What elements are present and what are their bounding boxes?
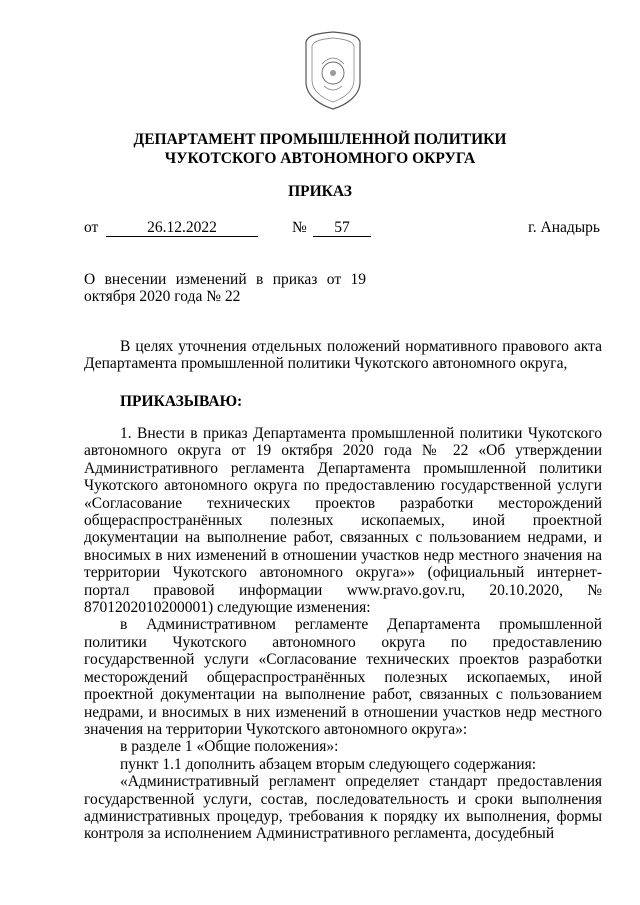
preamble-block: [84, 338, 602, 373]
preamble: В целях уточнения отдельных положений нормативного правового акта Департамента промышленной политики Чукотского автономного округа,: [84, 338, 602, 373]
paragraph-3: в разделе 1 «Общие положения»:: [120, 738, 339, 756]
coat-of-arms-emblem: [300, 28, 366, 112]
order-word: ПРИКАЗЫВАЮ:: [120, 393, 243, 410]
paragraph-1: 1. Внести в приказ Департамента промышленной политики Чукотского автономного округа от 19 октября 2020 года № 22 «Об утверждении Административного регламента Департамента промышленной политики Чукотского автономного округа по предоставлению государственной услуги «Согласование технических проектов разработки месторождений общераспространённых полезных ископаемых, иной проектной документации на выполнение работ, связанных с пользованием недрами, и вносимых в них изменений в отношении участков недр местного значения на территории Чукотского автономного округа»» (официальный интернет-портал правовой информации www.pravo.gov.ru, 20.10.2020, № 8701202010200001) следующие изменения:: [84, 425, 602, 617]
order-number: 57: [334, 219, 350, 236]
order-body: [84, 425, 602, 843]
department-name: [0, 130, 640, 168]
department-line-1: ДЕПАРТАМЕНТ ПРОМЫШЛЕННОЙ ПОЛИТИКИ: [133, 131, 507, 148]
paragraph-2: в Административном регламенте Департамента промышленной политики Чукотского автономного округа по предоставлению государственной услуги «Согласование технических проектов разработки месторождений общераспространённых полезных ископаемых, иной проектной документации на выполнение работ, связанных с пользованием недрами, и вносимых в них изменений в отношении участков недр местного значения на территории Чукотского автономного округа»:: [84, 616, 602, 738]
city: г. Анадырь: [528, 219, 600, 236]
paragraph-4: пункт 1.1 дополнить абзацем вторым следующего содержания:: [120, 755, 537, 773]
paragraph-5: «Административный регламент определяет стандарт предоставления государственной услуги, состав, последовательность и сроки выполнения административных процедур, требования к порядку их выполнения, формы контроля за исполнением Административного регламента, досудебный: [84, 773, 602, 843]
number-label: №: [292, 219, 307, 236]
document-type: ПРИКАЗ: [288, 183, 352, 200]
from-label: от: [84, 219, 99, 236]
order-subject: О внесении изменений в приказ от 19 октября 2020 года № 22: [84, 271, 366, 305]
department-line-2: ЧУКОТСКОГО АВТОНОМНОГО ОКРУГА: [164, 150, 476, 167]
order-date: 26.12.2022: [147, 219, 217, 236]
